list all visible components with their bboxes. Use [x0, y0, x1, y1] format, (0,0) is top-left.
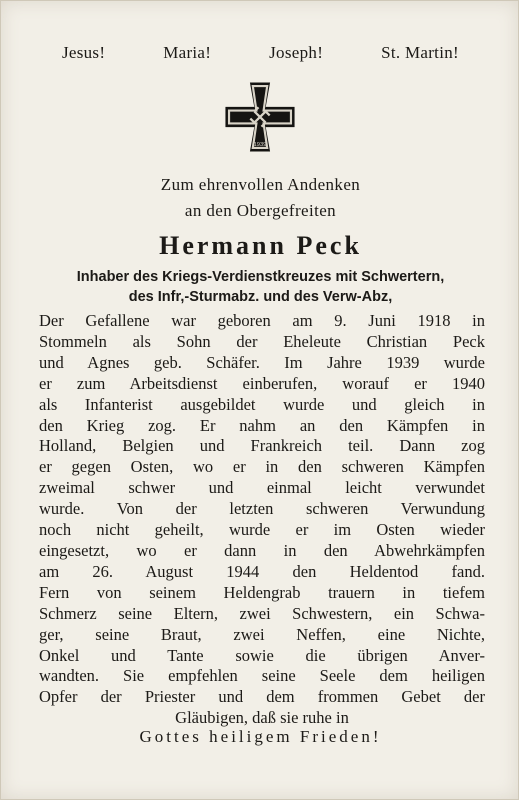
- invocation-maria: Maria!: [163, 43, 212, 62]
- intro-line-2: an den Obergefreiten: [184, 201, 337, 220]
- biography-line: Onkel und Tante sowie die übrigen Anver-: [39, 645, 485, 665]
- biography-line: wurde. Von der letzten schweren Verwundung: [39, 499, 485, 519]
- invocation-joseph: Joseph!: [269, 43, 324, 62]
- invocation-jesus: Jesus!: [61, 43, 106, 62]
- biography-line: er zum Arbeitsdienst einberufen, worauf er 1940: [39, 373, 485, 393]
- biography-line: Opfer der Priester und dem frommen Gebet der: [39, 687, 485, 707]
- biography-line: als Infanterist ausgebildet wurde und gleich in: [39, 394, 485, 414]
- biography-line: Stommeln als Sohn der Eheleute Christian Peck: [39, 331, 485, 351]
- biography-text: [39, 311, 485, 729]
- biography-line: Der Gefallene war geboren am 9. Juni 1918 in: [39, 311, 485, 330]
- biography-line: Schmerz seine Eltern, zwei Schwestern, ein Schwa-: [39, 603, 485, 623]
- biography-line: und Agnes geb. Schäfer. Im Jahre 1939 wurde: [39, 352, 485, 372]
- biography-line: wandten. Sie empfehlen seine Seele dem heiligen: [39, 666, 485, 686]
- invocation-st-martin: St. Martin!: [381, 43, 459, 62]
- deceased-name: Hermann Peck: [159, 231, 362, 260]
- biography-line: zweimal schwer und einmal leicht verwundet: [39, 478, 485, 498]
- biography-line: am 26. August 1944 den Heldentod fand.: [39, 561, 485, 581]
- biography-line: eingesetzt, wo er dann in den Abwehrkämpfen: [39, 540, 485, 560]
- biography-line: noch nicht geheilt, wurde er im Osten wieder: [39, 520, 485, 540]
- biography-line: den Krieg zog. Er nahm an den Kämpfen in: [39, 415, 485, 435]
- biography-line: Holland, Belgien und Frankreich teil. Dann zog: [39, 436, 485, 456]
- biography-line: Fern von seinem Heldengrab trauern in tiefem: [39, 582, 485, 602]
- decorations-line-2: des Infr,-Sturmabz. und des Verw-Abz,: [128, 289, 393, 305]
- closing-line: Gottes heiligem Frieden!: [139, 727, 382, 746]
- biography-line: Gläubigen, daß sie ruhe in: [175, 708, 349, 728]
- biography-line: ger, seine Braut, zwei Neffen, eine Nichte,: [39, 624, 485, 644]
- decorations-line-1: Inhaber des Kriegs-Verdienstkreuzes mit Schwertern,: [76, 269, 445, 285]
- biography-line: er gegen Osten, wo er in den schweren Kämpfen: [39, 457, 485, 477]
- invocation-row: [1, 43, 519, 63]
- intro-line-1: Zum ehrenvollen Andenken: [160, 175, 361, 194]
- cross-year: 1939: [253, 141, 267, 148]
- iron-cross-icon: [224, 81, 296, 153]
